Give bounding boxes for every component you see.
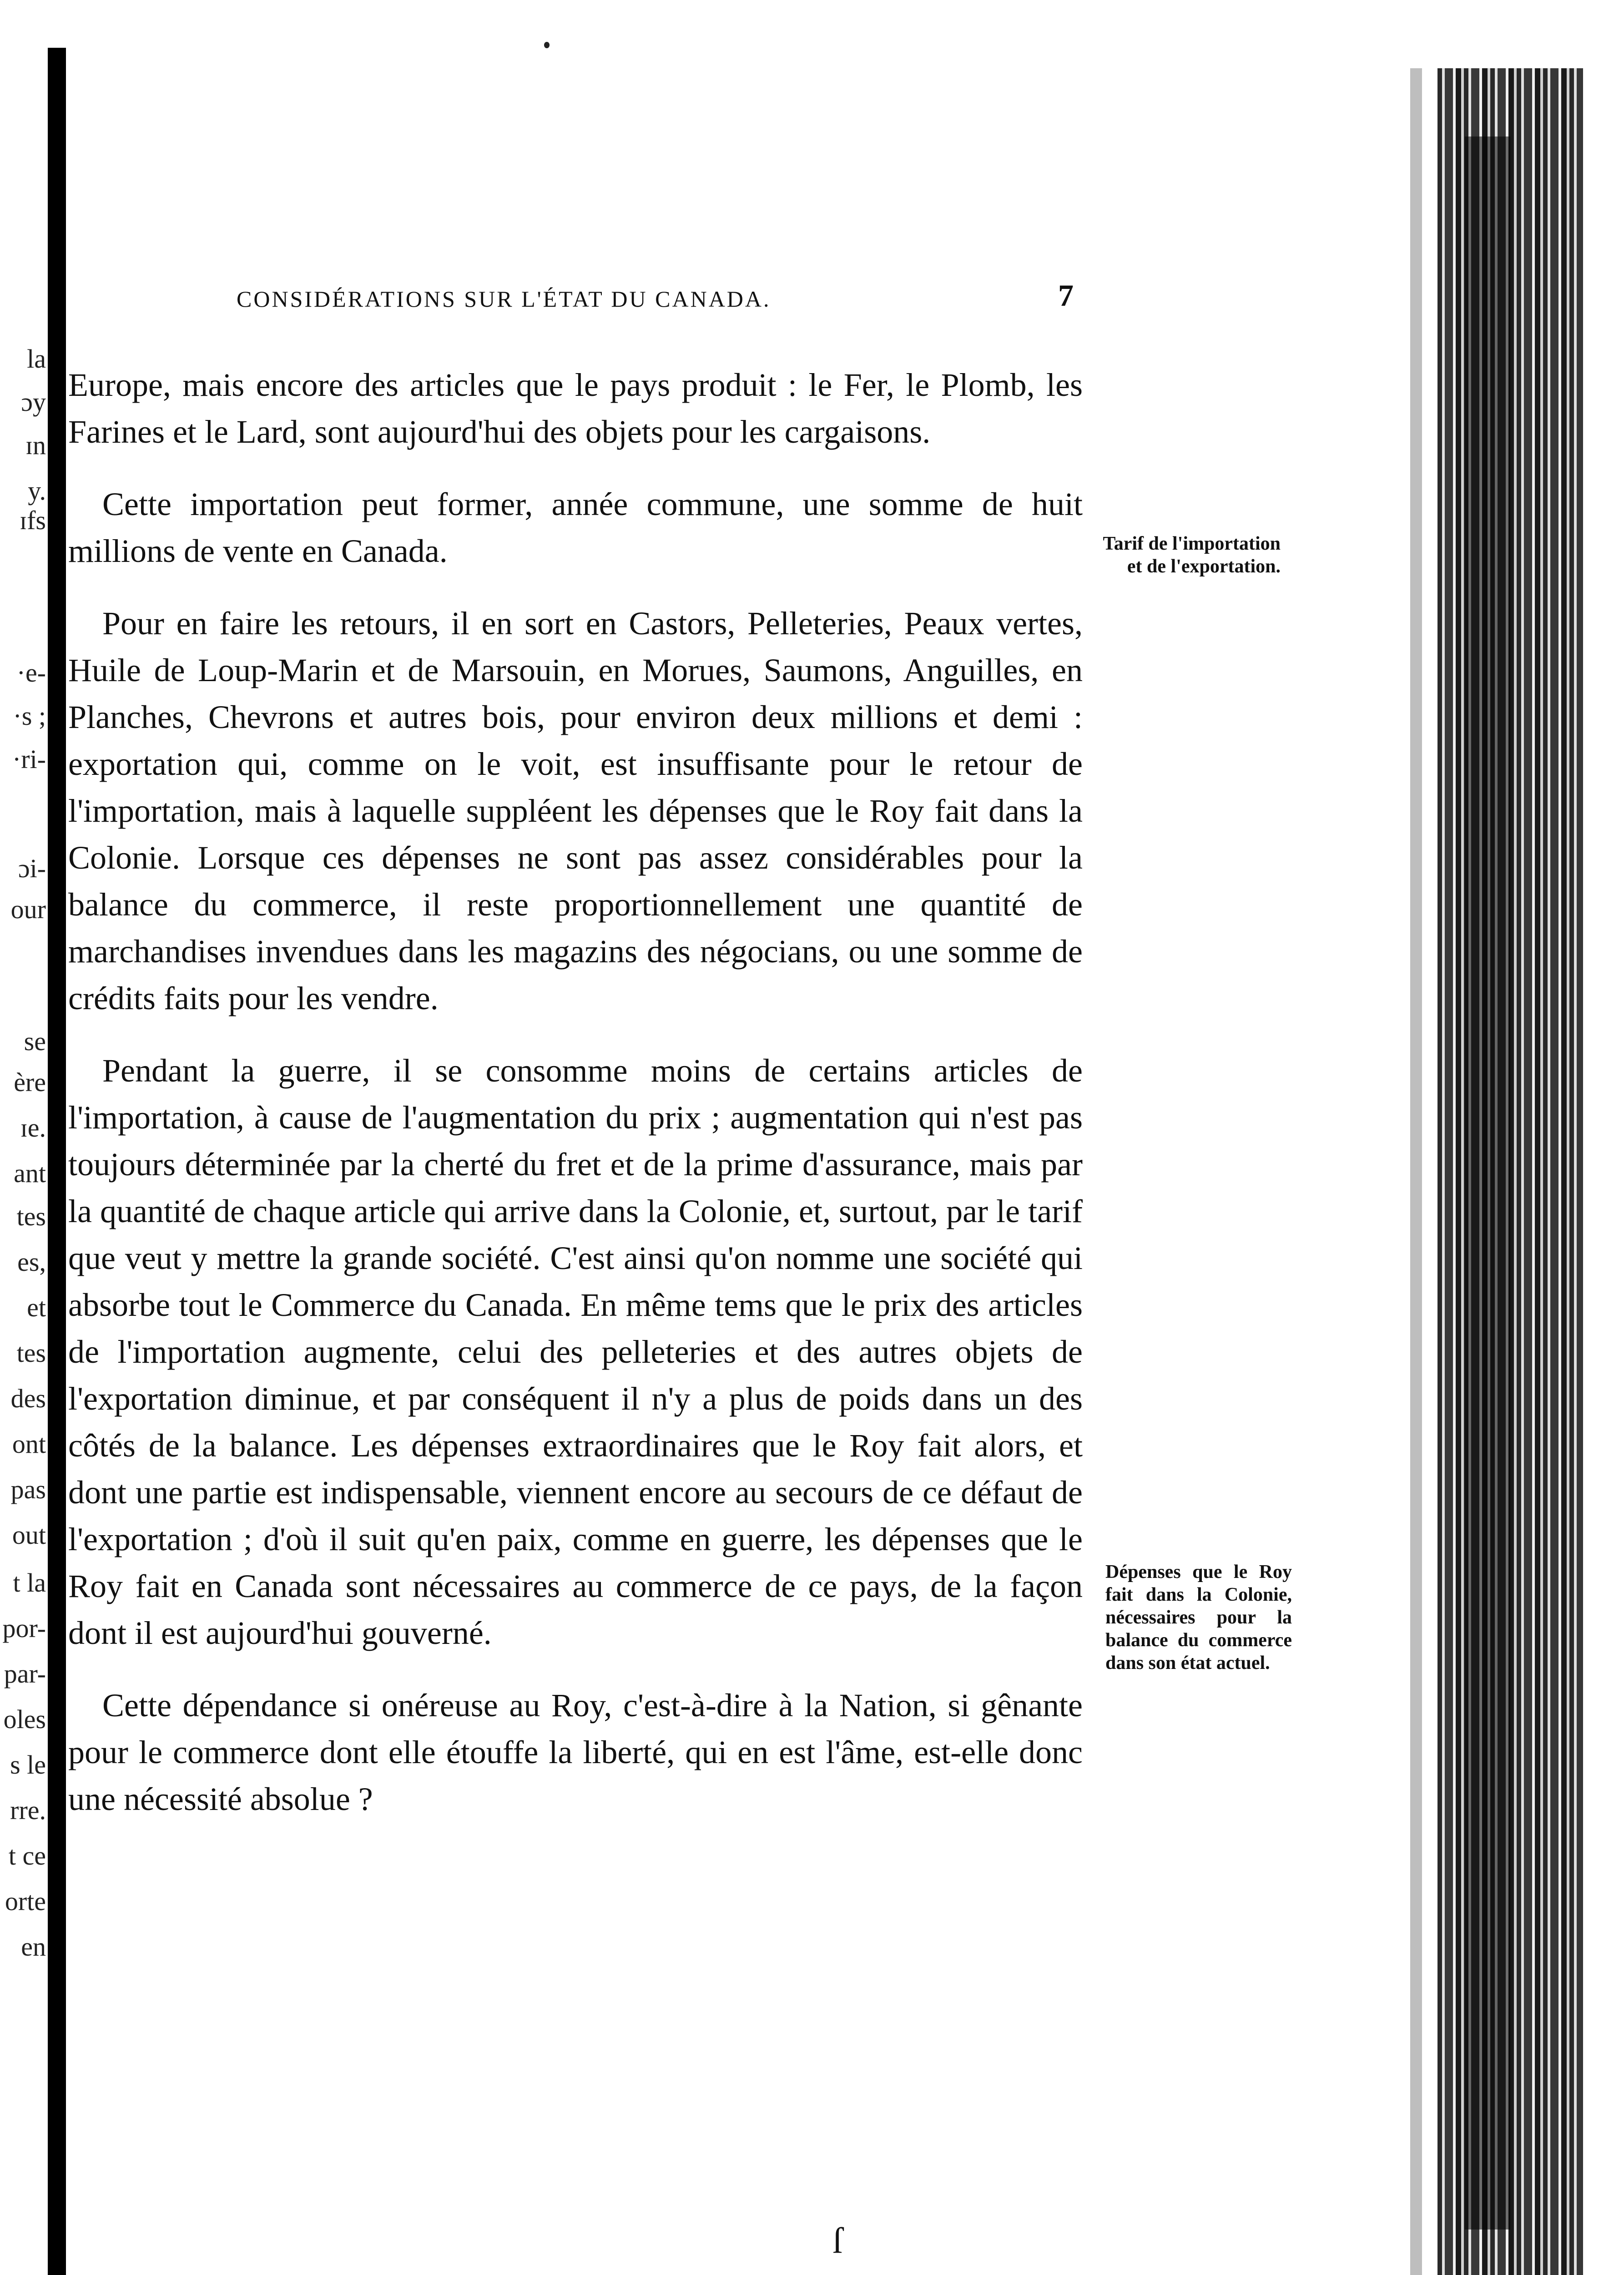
gutter-fragment: tes: [16, 1338, 46, 1368]
paragraph: Cette importation peut former, année commune, une somme de huit millions de vente en Canada.: [68, 486, 1083, 569]
gutter-fragment: rre.: [10, 1795, 46, 1825]
scan-dark-strip: [1465, 136, 1510, 2230]
page-number: 7: [1058, 278, 1074, 313]
gutter-fragment: et: [27, 1293, 46, 1322]
gutter-fragment: t ce: [8, 1841, 46, 1871]
gutter-fragment: se: [24, 1026, 46, 1056]
gutter-fragment: y.: [28, 476, 46, 506]
gutter-fragment: es,: [17, 1247, 46, 1277]
gutter-fragment: ·s ;: [13, 701, 46, 731]
scan-noise-band: [1437, 68, 1583, 2275]
main-text: [68, 362, 1083, 1848]
gutter-fragment: our: [10, 895, 46, 924]
margin-note-tarif: Tarif de l'importation et de l'exportation.: [1103, 533, 1281, 577]
gutter-fragment: ont: [12, 1429, 46, 1459]
margin-note-depenses: Dépenses que le Roy fait dans la Colonie, nécessaires pour la balance du commerce dans son état actuel.: [1105, 1562, 1292, 1673]
ink-speck: [544, 42, 550, 48]
gutter-fragment: ɔy: [21, 387, 46, 417]
gutter-fragment: ant: [14, 1158, 46, 1188]
paragraph: Pendant la guerre, il se consomme moins de certains articles de l'importation, à cause de l'augmentation du prix ; augmentation qui n'est pas toujours déterminée par la cherté du fret et de la prime d'assurance, mais par la quantité de chaque article qui arrive dans la Colonie, et, surtout, par le tarif que veut y mettre la grande société. C'est ainsi qu'on nomme une société qui absorbe tout le Commerce du Canada. En même tems que le prix des articles de l'importation augmente, celui des pelleteries et des autres objets de l'exportation diminue, et par conséquent il n'y a plus de poids dans un des côtés de la balance. Les dépenses extraordinaires que le Roy fait alors, et dont une partie est indispensable, viennent encore au secours de ce défaut de l'exportation ; d'où il suit qu'en paix, comme en guerre, les dépenses que le Roy fait en Canada sont nécessaires au commerce de ce pays, de la façon dont il est aujourd'hui gouverné.: [68, 1052, 1083, 1651]
gutter-fragment: tes: [16, 1202, 46, 1231]
running-header: CONSIDÉRATIONS SUR L'ÉTAT DU CANADA.: [237, 286, 771, 312]
paragraph: Europe, mais encore des articles que le pays produit : le Fer, le Plomb, les Farines et le Lard, sont aujourd'hui des objets pour les cargaisons.: [68, 367, 1083, 450]
gutter-fragment: ɪn: [25, 430, 46, 460]
gutter-fragment: oles: [3, 1704, 46, 1734]
gutter-fragment: par-: [4, 1659, 46, 1689]
gutter-fragment: ·e-: [16, 658, 46, 688]
page-spine-shadow: [48, 48, 66, 2275]
gutter-fragment: la: [27, 344, 46, 374]
gutter-fragment: t la: [13, 1568, 46, 1598]
gutter-fragment: out: [12, 1520, 46, 1550]
gutter-fragment: ɪe.: [20, 1113, 46, 1143]
scan-edge-line: [1410, 68, 1422, 2275]
gutter-fragment: ɪfs: [20, 506, 46, 535]
gutter-fragment: orte: [5, 1886, 46, 1916]
gutter-fragment: en: [21, 1932, 46, 1962]
gutter-fragment: ·ri-: [12, 744, 46, 774]
scan-edge-artifact: [1369, 0, 1624, 2275]
gutter-fragment: por-: [2, 1613, 46, 1643]
signature-mark: ſ: [832, 2221, 843, 2261]
paragraph: Cette dépendance si onéreuse au Roy, c'est-à-dire à la Nation, si gênante pour le commerce dont elle étouffe la liberté, qui en est l'âme, est-elle donc une nécessité absolue ?: [68, 1687, 1083, 1817]
gutter-fragment: s le: [10, 1750, 46, 1780]
gutter-fragment: ère: [14, 1067, 46, 1097]
gutter-fragment: pas: [10, 1475, 46, 1504]
gutter-fragment: des: [10, 1384, 46, 1413]
paragraph: Pour en faire les retours, il en sort en Castors, Pelleteries, Peaux vertes, Huile de Loup-Marin et de Marsouin, en Morues, Saumons, Anguilles, en Planches, Chevrons et autres bois, pour environ deux millions et demi : exportation qui, comme on le voit, est insuffisante pour le retour de l'importation, mais à laquelle suppléent les dépenses que le Roy fait dans la Colonie. Lorsque ces dépenses ne sont pas assez considérables pour la balance du commerce, il reste proportionnellement une quantité de marchandises invendues dans les magazins des négocians, ou une somme de crédits faits pour les vendre.: [68, 605, 1083, 1016]
gutter-fragment: ɔi-: [18, 854, 46, 883]
